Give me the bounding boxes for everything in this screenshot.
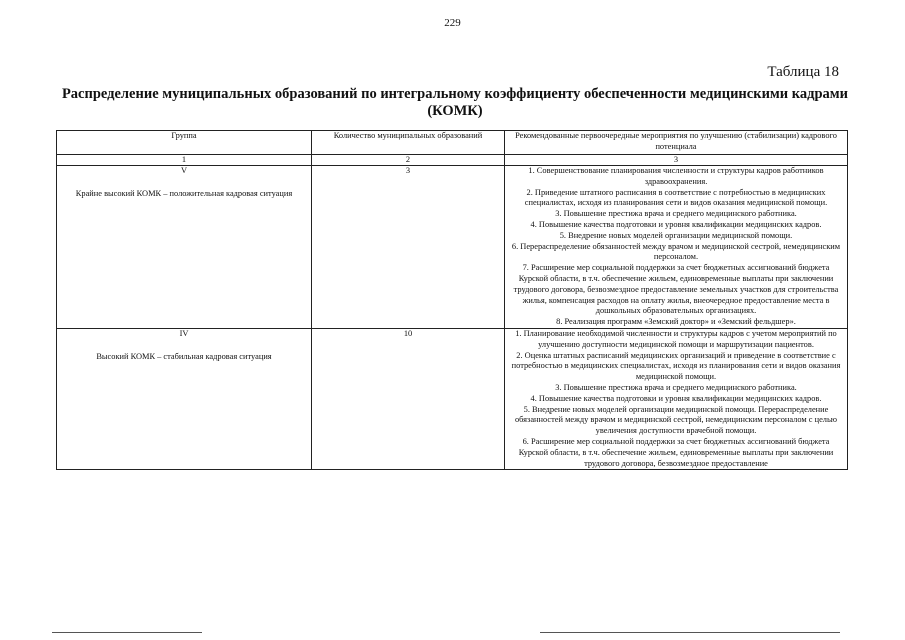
measure-item: 2. Оценка штатных расписаний медицинских организаций и приведение в соответствие с потребностью в медицинских специалистах, исходя из планирования сети и видов оказания медицинской помощи. [511, 350, 841, 382]
table-row [57, 328, 848, 469]
measures-cell [505, 328, 848, 469]
scan-footer-line [52, 632, 202, 633]
column-number-row [57, 155, 848, 166]
measure-item: 8. Реализация программ «Земский доктор» и «Земский фельдшер». [556, 317, 796, 327]
group-cell [57, 166, 312, 329]
table-label: Таблица 18 [767, 64, 839, 80]
group-description: Высокий КОМК – стабильная кадровая ситуация [96, 351, 272, 361]
measure-item: 5. Внедрение новых моделей организации медицинской помощи. Перераспределение обязанностей между врачом и медицинской сестрой, немедицинским персоналом с целью увеличения доступности врачебной помощи. [514, 404, 838, 436]
measure-item: 3. Повышение престижа врача и среднего медицинского работника. [555, 382, 797, 392]
column-number: 2 [312, 155, 505, 166]
measure-item: 4. Повышение качества подготовки и уровня квалификации медицинских кадров. [530, 219, 822, 229]
measure-item: 4. Повышение качества подготовки и уровня квалификации медицинских кадров. [530, 393, 822, 403]
municipality-count: 3 [312, 166, 505, 329]
measure-item: 6. Перераспределение обязанностей между врачом и медицинской сестрой, немедицинским персоналом. [511, 241, 841, 262]
column-header-group: Группа [57, 131, 312, 155]
table-row [57, 166, 848, 329]
scan-footer-line [540, 632, 840, 633]
group-number: IV [179, 328, 189, 338]
group-description: Крайне высокий КОМК – положительная кадровая ситуация [75, 188, 293, 198]
page-number: 229 [444, 17, 461, 29]
measure-item: 6. Расширение мер социальной поддержки за счет бюджетных ассигнований бюджета Курской области, в т.ч. обеспечение жильем, единовременные выплаты при заключении трудового договора, безвозмездное предоставление [518, 436, 834, 468]
municipality-count: 10 [312, 328, 505, 469]
measure-item: 5. Внедрение новых моделей организации медицинской помощи. [559, 230, 793, 240]
group-cell [57, 328, 312, 469]
measure-item: 2. Приведение штатного расписания в соответствие с потребностью в медицинских специалистах, исходя из планирования сети и видов оказания медицинской помощи. [524, 187, 828, 208]
column-header-measures: Рекомендованные первоочередные мероприятия по улучшению (стабилизации) кадрового потенциала [505, 131, 848, 155]
column-number: 1 [57, 155, 312, 166]
measures-cell [505, 166, 848, 329]
column-number: 3 [505, 155, 848, 166]
measure-item: 1. Совершенствование планирования численности и структуры кадров работников здравоохранения. [528, 166, 824, 186]
measure-item: 3. Повышение престижа врача и среднего медицинского работника. [555, 209, 797, 219]
group-number: V [180, 166, 188, 175]
komk-distribution-table [56, 130, 848, 470]
measure-item: 1. Планирование необходимой численности и структуры кадров с учетом мероприятий по улучшению доступности медицинской помощи и маршрутизации пациентов. [515, 328, 837, 349]
table-header-row [57, 131, 848, 155]
column-header-count: Количество муниципальных образований [312, 131, 505, 155]
document-title: Распределение муниципальных образований по интегральному коэффициенту обеспеченности медицинскими кадрами (КОМК) [61, 86, 849, 119]
measure-item: 7. Расширение мер социальной поддержки за счет бюджетных ассигнований бюджета Курской области, в т.ч. обеспечение жильем, единовременные выплаты при заключении трудового договора, безвозмездное предоставление земельных участков для строительства жилья, компенсация расходов на оплату жилья, внеочередное предоставление места в дошкольных образовательных организациях. [513, 263, 839, 316]
